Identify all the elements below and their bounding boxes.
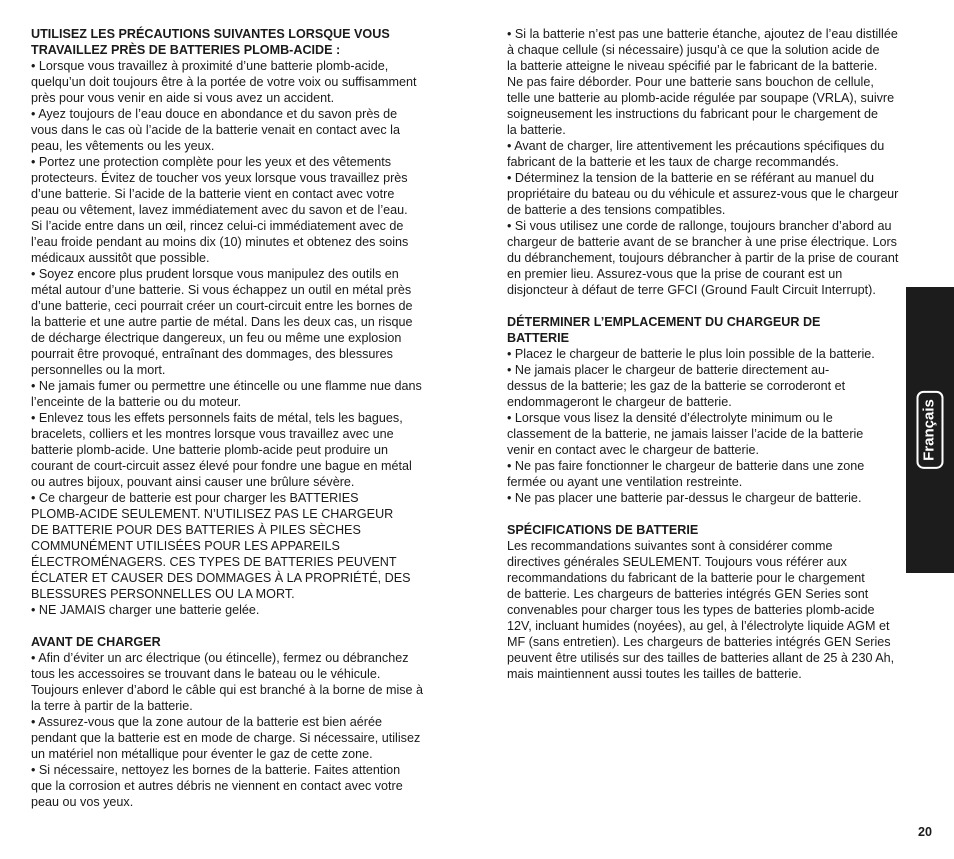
paragraph: • Placez le chargeur de batterie le plus loin possible de la batterie. bbox=[507, 347, 875, 361]
paragraph: • Assurez-vous que la zone autour de la batterie est bien aérée pendant que la batterie est en mode de charge. Si nécessaire, utilisez un matériel non métallique pour éventer le gaz de cette zone. bbox=[31, 715, 421, 761]
paragraph: • NE JAMAIS charger une batterie gelée. bbox=[31, 603, 260, 617]
paragraph: • Ayez toujours de l’eau douce en abondance et du savon près de vous dans le cas où l’acide de la batterie venait en contact avec la peau, les vêtements ou les yeux. bbox=[31, 107, 400, 153]
left-column bbox=[31, 26, 447, 810]
language-label: Français bbox=[917, 391, 944, 469]
paragraph: • Soyez encore plus prudent lorsque vous manipulez des outils en métal autour d’une batterie. Si vous échappez un outil en métal près d’une batterie, ceci pourrait créer un court-circuit entre les bornes de la batterie et une autre partie de métal. Dans les deux cas, un risque de décharge électrique dangereux, un feu ou même une explosion pourrait être provoqué, entraînant des dommages, des blessures personnelles ou la mort. bbox=[31, 267, 413, 377]
spacer bbox=[31, 618, 447, 634]
paragraph: • Déterminez la tension de la batterie en se référant au manuel du propriétaire du bateau ou du véhicule et assurez-vous que le chargeur de batterie a des tensions compatibles. bbox=[507, 171, 899, 217]
section-heading-before-charging: AVANT DE CHARGER bbox=[31, 635, 161, 649]
spacer bbox=[507, 298, 923, 314]
page-number: 20 bbox=[918, 825, 933, 839]
language-side-tab bbox=[906, 287, 954, 573]
paragraph: • Ne jamais placer le chargeur de batterie directement au- dessus de la batterie; les gaz de la batterie se corroderont et endommageront le chargeur de batterie. bbox=[507, 363, 846, 409]
paragraph: • Portez une protection complète pour les yeux et des vêtements protecteurs. Évitez de toucher vos yeux lorsque vous travaillez près d’une batterie. Si l’acide de la batterie vient en contact avec votre peau ou vêtement, lavez immédiatement avec du savon et de l’eau. Si l’acide entre dans un œil, rincez celui-ci immédiatement avec de l’eau froide pendant au moins dix (10) minutes et obtenez des soins médicaux aussitôt que possible. bbox=[31, 155, 409, 265]
section-heading-precautions: UTILISEZ LES PRÉCAUTIONS SUIVANTES LORSQUE VOUS TRAVAILLEZ PRÈS DE BATTERIES PLOMB-ACIDE : bbox=[31, 27, 390, 57]
paragraph: • Ne pas faire fonctionner le chargeur de batterie dans une zone fermée ou ayant une ventilation restreinte. bbox=[507, 459, 865, 489]
paragraph: • Afin d’éviter un arc électrique (ou étincelle), fermez ou débranchez tous les accessoires se trouvant dans le bateau ou le véhicule. Toujours enlever d’abord le câble qui est branché à la borne de mise à la terre à partir de la batterie. bbox=[31, 651, 424, 713]
paragraph: • Ce chargeur de batterie est pour charger les BATTERIES PLOMB-ACIDE SEULEMENT. N’UTILISEZ PAS LE CHARGEUR DE BATTERIE POUR DES BATTERIES À PILES SÈCHES COMMUNÉMENT UTILISÉES POUR LES APPAREILS ÉLECTROMÉNAGERS. CES TYPES DE BATTERIES PEUVENT ÉCLATER ET CAUSER DES DOMMAGES À LA PROPRIÉTÉ, DES BLESSURES PERSONNELLES OU LA MORT. bbox=[31, 491, 411, 601]
section-heading-battery-specs: SPÉCIFICATIONS DE BATTERIE bbox=[507, 523, 699, 537]
paragraph: • Ne pas placer une batterie par-dessus le chargeur de batterie. bbox=[507, 491, 862, 505]
section-heading-charger-location: DÉTERMINER L’EMPLACEMENT DU CHARGEUR DE BATTERIE bbox=[507, 315, 821, 345]
paragraph: • Si la batterie n’est pas une batterie étanche, ajoutez de l’eau distillée à chaque cellule (si nécessaire) jusqu’à ce que la solution acide de la batterie atteigne le niveau spécifié par le fabricant de la batterie. Ne pas faire déborder. Pour une batterie sans bouchon de cellule, telle une batterie au plomb-acide régulée par soupape (VRLA), suivre soigneusement les instructions du fabricant pour le chargement de la batterie. bbox=[507, 27, 898, 137]
paragraph: • Si nécessaire, nettoyez les bornes de la batterie. Faites attention que la corrosion et autres débris ne viennent en contact avec votre peau ou vos yeux. bbox=[31, 763, 403, 809]
spacer bbox=[507, 506, 923, 522]
paragraph: • Lorsque vous lisez la densité d’électrolyte minimum ou le classement de la batterie, ne jamais laisser l’acide de la batterie venir en contact avec le chargeur de batterie. bbox=[507, 411, 864, 457]
paragraph: • Si vous utilisez une corde de rallonge, toujours brancher d’abord au chargeur de batterie avant de se brancher à une prise électrique. Lors du débranchement, toujours débrancher à partir de la prise de courant en premier lieu. Assurez-vous que la prise de courant est un disjoncteur à défaut de terre GFCI (Ground Fault Circuit Interrupt). bbox=[507, 219, 899, 297]
paragraph: • Ne jamais fumer ou permettre une étincelle ou une flamme nue dans l’enceinte de la batterie ou du moteur. bbox=[31, 379, 422, 409]
right-column bbox=[507, 26, 923, 682]
paragraph: • Lorsque vous travaillez à proximité d’une batterie plomb-acide, quelqu’un doit toujours être à la portée de votre voix ou suffisamment près pour vous venir en aide si vous avez un accident. bbox=[31, 59, 417, 105]
paragraph: • Enlevez tous les effets personnels faits de métal, tels les bagues, bracelets, colliers et les montres lorsque vous travaillez avec une batterie plomb-acide. Une batterie plomb-acide peut produire un courant de court-circuit assez élevé pour fondre une bague en métal ou autres bijoux, pouvant ainsi causer une brûlure sévère. bbox=[31, 411, 412, 489]
paragraph: Les recommandations suivantes sont à considérer comme directives générales SEULEMENT. Toujours vous référer aux recommandations du fabricant de la batterie pour le chargement de batterie. Les chargeurs de batteries intégrés GEN Series sont convenables pour charger tous les types de batteries plomb-acide 12V, incluant humides (noyées), au gel, à l’électrolyte liquide AGM et MF (sans entretien). Les chargeurs de batteries intégrés GEN Series peuvent être utilisés sur des tailles de batteries allant de 25 à 230 Ah, mais maintiennent aussi toutes les tailles de batterie. bbox=[507, 539, 895, 681]
paragraph: • Avant de charger, lire attentivement les précautions spécifiques du fabricant de la batterie et les taux de charge recommandés. bbox=[507, 139, 885, 169]
